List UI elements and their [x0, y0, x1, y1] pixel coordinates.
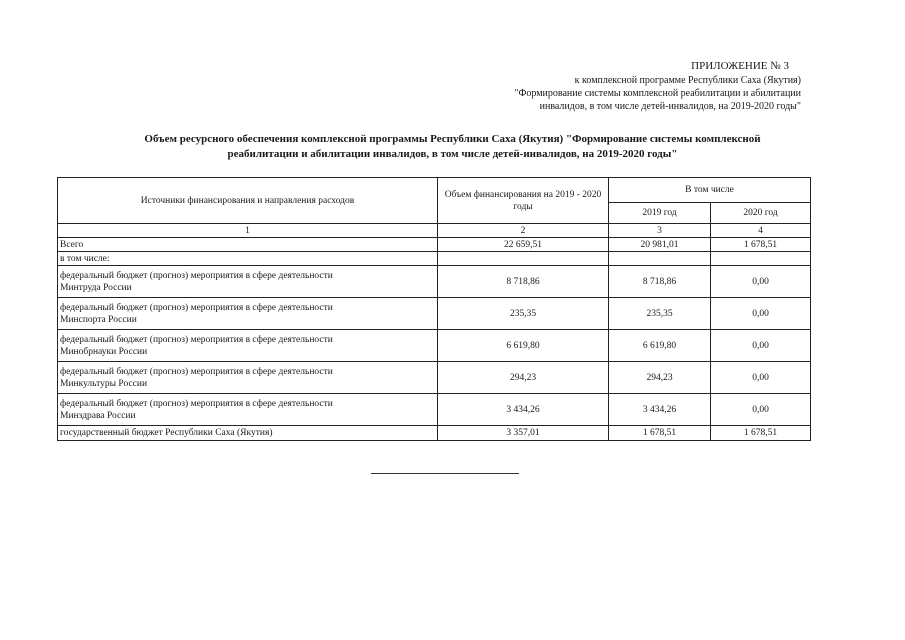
header-including: В том числе	[609, 178, 811, 203]
document-title-line-1: Объем ресурсного обеспечения комплексной программы Республики Саха (Якутия) "Формирование системы комплексной	[144, 133, 761, 145]
row-label-line-2: Минтруда России	[60, 282, 132, 293]
row-2019: 6 619,80	[609, 330, 711, 362]
column-number-4: 4	[711, 224, 811, 238]
row-label-line-2: Минобрнауки России	[60, 346, 148, 357]
row-volume: 235,35	[438, 298, 609, 330]
row-2019: 3 434,26	[609, 394, 711, 426]
row-2019: 294,23	[609, 362, 711, 394]
including-label: в том числе:	[58, 252, 438, 266]
row-label-line-1: федеральный бюджет (прогноз) мероприятия в сфере деятельности	[60, 334, 333, 345]
end-separator-line	[371, 473, 519, 474]
column-number-3: 3	[609, 224, 711, 238]
row-label-line-1: федеральный бюджет (прогноз) мероприятия в сфере деятельности	[60, 302, 333, 313]
appendix-line-2: "Формирование системы комплексной реабилитации и абилитации	[514, 88, 801, 99]
row-2020: 0,00	[711, 330, 811, 362]
row-volume: 6 619,80	[438, 330, 609, 362]
table-row	[58, 266, 811, 298]
row-volume: 294,23	[438, 362, 609, 394]
row-label	[58, 266, 438, 298]
total-2020: 1 678,51	[711, 238, 811, 252]
state-budget-2020: 1 678,51	[711, 426, 811, 441]
including-row	[58, 252, 811, 266]
header-volume: Объем финансирования на 2019 - 2020 годы	[438, 178, 609, 224]
document-title-line-2: реабилитации и абилитации инвалидов, в том числе детей-инвалидов, на 2019-2020 годы"	[227, 148, 678, 160]
total-volume: 22 659,51	[438, 238, 609, 252]
appendix-block	[441, 60, 801, 113]
appendix-line-3: инвалидов, в том числе детей-инвалидов, на 2019-2020 годы"	[539, 101, 801, 112]
state-budget-row	[58, 426, 811, 441]
row-label	[58, 394, 438, 426]
state-budget-2019: 1 678,51	[609, 426, 711, 441]
row-label-line-2: Минкультуры России	[60, 378, 148, 389]
table-row	[58, 298, 811, 330]
total-row	[58, 238, 811, 252]
appendix-title: ПРИЛОЖЕНИЕ № 3	[691, 60, 789, 72]
state-budget-volume: 3 357,01	[438, 426, 609, 441]
row-label-line-2: Минспорта России	[60, 314, 137, 325]
column-number-2: 2	[438, 224, 609, 238]
row-2020: 0,00	[711, 266, 811, 298]
row-label-line-2: Минздрава России	[60, 410, 136, 421]
row-label-line-1: федеральный бюджет (прогноз) мероприятия в сфере деятельности	[60, 398, 333, 409]
empty-cell	[609, 252, 711, 266]
row-label	[58, 330, 438, 362]
column-numbers-row	[58, 224, 811, 238]
row-volume: 8 718,86	[438, 266, 609, 298]
header-year-2019: 2019 год	[609, 203, 711, 224]
state-budget-label: государственный бюджет Республики Саха (Якутия)	[58, 426, 438, 441]
funding-table	[57, 177, 811, 441]
table-row	[58, 362, 811, 394]
row-label-line-1: федеральный бюджет (прогноз) мероприятия в сфере деятельности	[60, 270, 333, 281]
row-label	[58, 362, 438, 394]
row-2020: 0,00	[711, 394, 811, 426]
document-title	[60, 132, 845, 162]
row-label-line-1: федеральный бюджет (прогноз) мероприятия в сфере деятельности	[60, 366, 333, 377]
row-2020: 0,00	[711, 362, 811, 394]
table-row	[58, 394, 811, 426]
empty-cell	[711, 252, 811, 266]
table-row	[58, 330, 811, 362]
row-label	[58, 298, 438, 330]
empty-cell	[438, 252, 609, 266]
header-source: Источники финансирования и направления расходов	[58, 178, 438, 224]
header-row	[58, 178, 811, 203]
total-2019: 20 981,01	[609, 238, 711, 252]
total-label: Всего	[58, 238, 438, 252]
appendix-line-1: к комплексной программе Республики Саха (Якутия)	[574, 75, 801, 86]
row-2019: 235,35	[609, 298, 711, 330]
column-number-1: 1	[58, 224, 438, 238]
row-volume: 3 434,26	[438, 394, 609, 426]
row-2020: 0,00	[711, 298, 811, 330]
row-2019: 8 718,86	[609, 266, 711, 298]
header-year-2020: 2020 год	[711, 203, 811, 224]
